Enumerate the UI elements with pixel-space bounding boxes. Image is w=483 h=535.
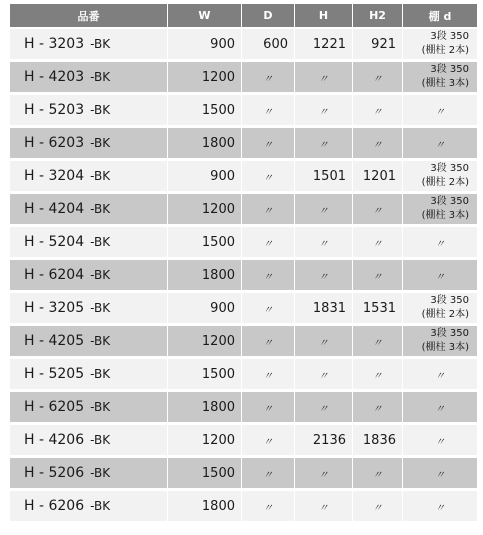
table-row <box>10 491 477 524</box>
height-cell: 〃 <box>295 392 353 425</box>
shelf-tiers: 〃 <box>435 238 445 250</box>
product-code: H - 3204 <box>24 168 85 184</box>
product-code-cell <box>10 62 168 95</box>
height2-cell: 921 <box>353 29 403 62</box>
width-cell: 1500 <box>168 227 242 260</box>
product-suffix: -BK <box>90 235 111 249</box>
height2-cell: 〃 <box>353 326 403 359</box>
table-row <box>10 458 477 491</box>
height2-cell: 〃 <box>353 260 403 293</box>
product-suffix: -BK <box>90 70 111 84</box>
shelf-tiers: 〃 <box>435 469 445 481</box>
depth-cell: 〃 <box>242 161 295 194</box>
height2-cell: 1531 <box>353 293 403 326</box>
table-row <box>10 392 477 425</box>
width-cell: 1800 <box>168 392 242 425</box>
shelf-posts: (棚柱 3本) <box>421 78 469 89</box>
depth-cell: 〃 <box>242 260 295 293</box>
height-cell: 〃 <box>295 227 353 260</box>
shelf-tiers: 3段 350 <box>430 163 469 174</box>
table-row <box>10 227 477 260</box>
width-cell: 1500 <box>168 458 242 491</box>
shelf-cell <box>403 128 477 161</box>
shelf-tiers: 3段 350 <box>430 64 469 75</box>
width-cell: 1500 <box>168 95 242 128</box>
depth-cell: 600 <box>242 29 295 62</box>
header-shelf: 棚 d <box>403 4 477 29</box>
shelf-posts: (棚柱 3本) <box>421 342 469 353</box>
width-cell: 900 <box>168 29 242 62</box>
height-cell: 〃 <box>295 128 353 161</box>
width-cell: 900 <box>168 161 242 194</box>
shelf-cell <box>403 161 477 194</box>
product-code: H - 4206 <box>24 432 85 448</box>
product-code: H - 6205 <box>24 399 85 415</box>
shelf-cell <box>403 194 477 227</box>
depth-cell: 〃 <box>242 458 295 491</box>
product-suffix: -BK <box>90 400 111 414</box>
header-product-code: 品番 <box>10 4 168 29</box>
height-cell: 〃 <box>295 491 353 524</box>
header-width: W <box>168 4 242 29</box>
product-code-cell <box>10 491 168 524</box>
shelf-tiers: 3段 350 <box>430 295 469 306</box>
product-code-cell <box>10 227 168 260</box>
table-row <box>10 128 477 161</box>
shelf-tiers: 〃 <box>435 502 445 514</box>
product-code-cell <box>10 392 168 425</box>
width-cell: 1200 <box>168 194 242 227</box>
depth-cell: 〃 <box>242 62 295 95</box>
height2-cell: 〃 <box>353 95 403 128</box>
height-cell: 〃 <box>295 260 353 293</box>
product-suffix: -BK <box>90 334 111 348</box>
product-code-cell <box>10 326 168 359</box>
table-row <box>10 62 477 95</box>
shelf-tiers: 〃 <box>435 370 445 382</box>
depth-cell: 〃 <box>242 227 295 260</box>
shelf-cell <box>403 392 477 425</box>
height-cell: 1831 <box>295 293 353 326</box>
depth-cell: 〃 <box>242 392 295 425</box>
shelf-cell <box>403 491 477 524</box>
depth-cell: 〃 <box>242 194 295 227</box>
width-cell: 1500 <box>168 359 242 392</box>
product-code-cell <box>10 128 168 161</box>
height2-cell: 〃 <box>353 359 403 392</box>
shelf-tiers: 〃 <box>435 271 445 283</box>
table-row <box>10 293 477 326</box>
product-code-cell <box>10 95 168 128</box>
height2-cell: 1836 <box>353 425 403 458</box>
depth-cell: 〃 <box>242 128 295 161</box>
height2-cell: 〃 <box>353 194 403 227</box>
height2-cell: 〃 <box>353 458 403 491</box>
shelf-tiers: 3段 350 <box>430 31 469 42</box>
height2-cell: 〃 <box>353 392 403 425</box>
product-code: H - 3205 <box>24 300 85 316</box>
table-row <box>10 359 477 392</box>
depth-cell: 〃 <box>242 491 295 524</box>
depth-cell: 〃 <box>242 326 295 359</box>
shelf-cell <box>403 359 477 392</box>
shelf-tiers: 〃 <box>435 436 445 448</box>
header-depth: D <box>242 4 295 29</box>
table-row <box>10 161 477 194</box>
height2-cell: 1201 <box>353 161 403 194</box>
product-code: H - 5203 <box>24 102 85 118</box>
product-code: H - 6203 <box>24 135 85 151</box>
product-code-cell <box>10 458 168 491</box>
shelf-posts: (棚柱 2本) <box>421 177 469 188</box>
table-header <box>10 4 477 29</box>
product-suffix: -BK <box>90 202 111 216</box>
height-cell: 1501 <box>295 161 353 194</box>
height2-cell: 〃 <box>353 227 403 260</box>
shelf-cell <box>403 293 477 326</box>
product-code: H - 6206 <box>24 498 85 514</box>
width-cell: 1200 <box>168 62 242 95</box>
product-code: H - 6204 <box>24 267 85 283</box>
width-cell: 1800 <box>168 260 242 293</box>
shelf-posts: (棚柱 2本) <box>421 309 469 320</box>
product-code-cell <box>10 161 168 194</box>
shelf-tiers: 〃 <box>435 403 445 415</box>
height-cell: 〃 <box>295 62 353 95</box>
product-code: H - 3203 <box>24 36 85 52</box>
table-row <box>10 29 477 62</box>
product-suffix: -BK <box>90 301 111 315</box>
depth-cell: 〃 <box>242 359 295 392</box>
shelf-cell <box>403 458 477 491</box>
shelf-cell <box>403 326 477 359</box>
shelf-cell <box>403 62 477 95</box>
table-row <box>10 425 477 458</box>
table-row <box>10 260 477 293</box>
product-code-cell <box>10 425 168 458</box>
shelf-cell <box>403 29 477 62</box>
table-row <box>10 194 477 227</box>
height-cell: 〃 <box>295 458 353 491</box>
table-row <box>10 95 477 128</box>
height2-cell: 〃 <box>353 128 403 161</box>
product-code-cell <box>10 359 168 392</box>
height-cell: 〃 <box>295 359 353 392</box>
height-cell: 〃 <box>295 194 353 227</box>
product-suffix: -BK <box>90 103 111 117</box>
product-suffix: -BK <box>90 136 111 150</box>
product-suffix: -BK <box>90 499 111 513</box>
depth-cell: 〃 <box>242 293 295 326</box>
width-cell: 1800 <box>168 491 242 524</box>
width-cell: 900 <box>168 293 242 326</box>
header-height2: H2 <box>353 4 403 29</box>
height2-cell: 〃 <box>353 491 403 524</box>
shelf-cell <box>403 95 477 128</box>
width-cell: 1200 <box>168 425 242 458</box>
product-code: H - 4204 <box>24 201 85 217</box>
product-code-cell <box>10 293 168 326</box>
product-suffix: -BK <box>90 169 111 183</box>
shelf-posts: (棚柱 3本) <box>421 210 469 221</box>
shelf-tiers: 3段 350 <box>430 328 469 339</box>
product-code: H - 5206 <box>24 465 85 481</box>
header-row <box>10 4 477 29</box>
product-code: H - 5204 <box>24 234 85 250</box>
shelf-tiers: 3段 350 <box>430 196 469 207</box>
height-cell: 2136 <box>295 425 353 458</box>
table-body <box>10 29 477 524</box>
product-suffix: -BK <box>90 268 111 282</box>
spec-table <box>10 4 477 524</box>
header-height: H <box>295 4 353 29</box>
shelf-cell <box>403 260 477 293</box>
height-cell: 〃 <box>295 326 353 359</box>
product-code-cell <box>10 194 168 227</box>
product-suffix: -BK <box>90 466 111 480</box>
product-code: H - 4203 <box>24 69 85 85</box>
height2-cell: 〃 <box>353 62 403 95</box>
product-code-cell <box>10 29 168 62</box>
shelf-tiers: 〃 <box>435 106 445 118</box>
shelf-posts: (棚柱 2本) <box>421 45 469 56</box>
product-code-cell <box>10 260 168 293</box>
product-code: H - 4205 <box>24 333 85 349</box>
shelf-tiers: 〃 <box>435 139 445 151</box>
shelf-cell <box>403 425 477 458</box>
product-suffix: -BK <box>90 367 111 381</box>
height-cell: 〃 <box>295 95 353 128</box>
width-cell: 1200 <box>168 326 242 359</box>
depth-cell: 〃 <box>242 95 295 128</box>
width-cell: 1800 <box>168 128 242 161</box>
height-cell: 1221 <box>295 29 353 62</box>
product-suffix: -BK <box>90 433 111 447</box>
shelf-cell <box>403 227 477 260</box>
table-row <box>10 326 477 359</box>
product-suffix: -BK <box>90 37 111 51</box>
depth-cell: 〃 <box>242 425 295 458</box>
product-code: H - 5205 <box>24 366 85 382</box>
